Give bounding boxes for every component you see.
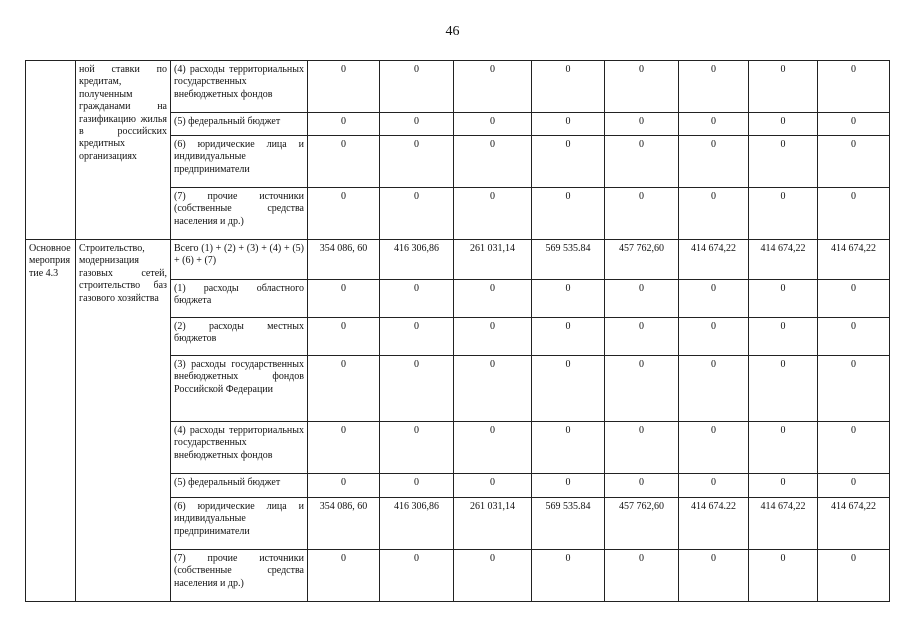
value-cell: 0: [532, 61, 605, 113]
value-cell: 0: [454, 422, 532, 474]
value-cell: 354 086, 60: [308, 498, 380, 550]
value-cell: 0: [532, 550, 605, 602]
value-cell: 0: [679, 550, 749, 602]
value-cell: 0: [749, 318, 818, 356]
page-number: 46: [445, 24, 460, 39]
value-cell: 261 031,14: [454, 498, 532, 550]
value-cell: 0: [679, 422, 749, 474]
funding-source-cell: (7) прочие источники (собственные средства населения и др.): [171, 550, 308, 602]
value-cell: 0: [308, 422, 380, 474]
value-cell: 0: [749, 113, 818, 136]
value-cell: 0: [818, 318, 890, 356]
value-cell: 0: [679, 280, 749, 318]
value-cell: 0: [308, 474, 380, 498]
value-cell: 0: [308, 280, 380, 318]
funding-table: [25, 60, 890, 602]
value-cell: 0: [818, 422, 890, 474]
value-cell: 0: [532, 280, 605, 318]
value-cell: 0: [818, 136, 890, 188]
value-cell: 414 674,22: [749, 498, 818, 550]
value-cell: 0: [679, 188, 749, 240]
value-cell: 0: [380, 61, 454, 113]
funding-source-cell: (1) расходы областного бюджета: [171, 280, 308, 318]
value-cell: 457 762,60: [605, 240, 679, 280]
value-cell: 0: [679, 136, 749, 188]
funding-source-cell: (7) прочие источники (собственные средства населения и др.): [171, 188, 308, 240]
value-cell: 0: [605, 136, 679, 188]
value-cell: 0: [749, 550, 818, 602]
funding-source-cell: (5) федеральный бюджет: [171, 113, 308, 136]
value-cell: 0: [380, 188, 454, 240]
value-cell: 0: [749, 136, 818, 188]
funding-source-cell: (2) расходы местных бюджетов: [171, 318, 308, 356]
event-cell: Основное мероприятие 4.3: [26, 240, 76, 602]
value-cell: 0: [454, 280, 532, 318]
value-cell: 0: [532, 136, 605, 188]
value-cell: 0: [605, 550, 679, 602]
value-cell: 0: [308, 136, 380, 188]
value-cell: 416 306,86: [380, 498, 454, 550]
table-row: [26, 240, 890, 280]
funding-source-cell: Всего (1) + (2) + (3) + (4) + (5) + (6) + (7): [171, 240, 308, 280]
funding-source-cell: (3) расходы государственных внебюджетных фондов Российской Федерации: [171, 356, 308, 422]
value-cell: 414 674,22: [818, 240, 890, 280]
value-cell: 0: [454, 318, 532, 356]
value-cell: 569 535.84: [532, 498, 605, 550]
value-cell: 0: [679, 356, 749, 422]
value-cell: 0: [818, 61, 890, 113]
value-cell: 0: [380, 422, 454, 474]
value-cell: 0: [380, 550, 454, 602]
value-cell: 0: [605, 113, 679, 136]
value-cell: 569 535.84: [532, 240, 605, 280]
value-cell: 0: [454, 550, 532, 602]
value-cell: 0: [818, 356, 890, 422]
value-cell: 0: [308, 318, 380, 356]
value-cell: 0: [454, 474, 532, 498]
value-cell: 0: [380, 136, 454, 188]
value-cell: 0: [605, 188, 679, 240]
funding-source-cell: (6) юридические лица и индивидуальные предприниматели: [171, 136, 308, 188]
value-cell: 0: [605, 61, 679, 113]
value-cell: 0: [454, 61, 532, 113]
value-cell: 0: [532, 474, 605, 498]
value-cell: 0: [380, 318, 454, 356]
value-cell: 354 086, 60: [308, 240, 380, 280]
value-cell: 0: [308, 356, 380, 422]
activity-name-cell: ной ставки по кредитам, полученным гражданами на газификацию жилья в российских кредитных организациях: [76, 61, 171, 240]
value-cell: 0: [454, 113, 532, 136]
value-cell: 457 762,60: [605, 498, 679, 550]
value-cell: 0: [749, 280, 818, 318]
value-cell: 414 674,22: [749, 240, 818, 280]
value-cell: 0: [818, 474, 890, 498]
value-cell: 0: [749, 188, 818, 240]
value-cell: 0: [605, 356, 679, 422]
value-cell: 0: [605, 474, 679, 498]
value-cell: 0: [454, 136, 532, 188]
value-cell: 0: [749, 422, 818, 474]
value-cell: 414 674,22: [679, 240, 749, 280]
value-cell: 0: [380, 356, 454, 422]
activity-name-cell: Строительство, модернизация газовых сетей, строительство баз газового хозяйства: [76, 240, 171, 602]
value-cell: 0: [605, 422, 679, 474]
value-cell: 0: [308, 188, 380, 240]
value-cell: 0: [679, 113, 749, 136]
value-cell: 0: [380, 474, 454, 498]
value-cell: 0: [679, 474, 749, 498]
value-cell: 0: [380, 113, 454, 136]
value-cell: 0: [308, 550, 380, 602]
event-cell: [26, 61, 76, 240]
value-cell: 0: [818, 188, 890, 240]
value-cell: 0: [818, 280, 890, 318]
value-cell: 0: [605, 318, 679, 356]
value-cell: 0: [679, 318, 749, 356]
value-cell: 0: [679, 61, 749, 113]
value-cell: 261 031,14: [454, 240, 532, 280]
value-cell: 0: [532, 188, 605, 240]
value-cell: 0: [532, 422, 605, 474]
value-cell: 0: [532, 113, 605, 136]
value-cell: 0: [308, 113, 380, 136]
funding-source-cell: (5) федеральный бюджет: [171, 474, 308, 498]
value-cell: 414 674,22: [818, 498, 890, 550]
value-cell: 0: [605, 280, 679, 318]
value-cell: 0: [532, 356, 605, 422]
value-cell: 0: [818, 113, 890, 136]
value-cell: 0: [380, 280, 454, 318]
value-cell: 0: [818, 550, 890, 602]
funding-source-cell: (6) юридические лица и индивидуальные предприниматели: [171, 498, 308, 550]
table-row: [26, 61, 890, 113]
value-cell: 0: [308, 61, 380, 113]
table-body: [26, 61, 890, 602]
value-cell: 0: [454, 356, 532, 422]
value-cell: 0: [532, 318, 605, 356]
value-cell: 416 306,86: [380, 240, 454, 280]
value-cell: 0: [454, 188, 532, 240]
value-cell: 414 674.22: [679, 498, 749, 550]
value-cell: 0: [749, 474, 818, 498]
value-cell: 0: [749, 356, 818, 422]
value-cell: 0: [749, 61, 818, 113]
funding-source-cell: (4) расходы территориальных государственных внебюджетных фондов: [171, 61, 308, 113]
funding-source-cell: (4) расходы территориальных государственных внебюджетных фондов: [171, 422, 308, 474]
